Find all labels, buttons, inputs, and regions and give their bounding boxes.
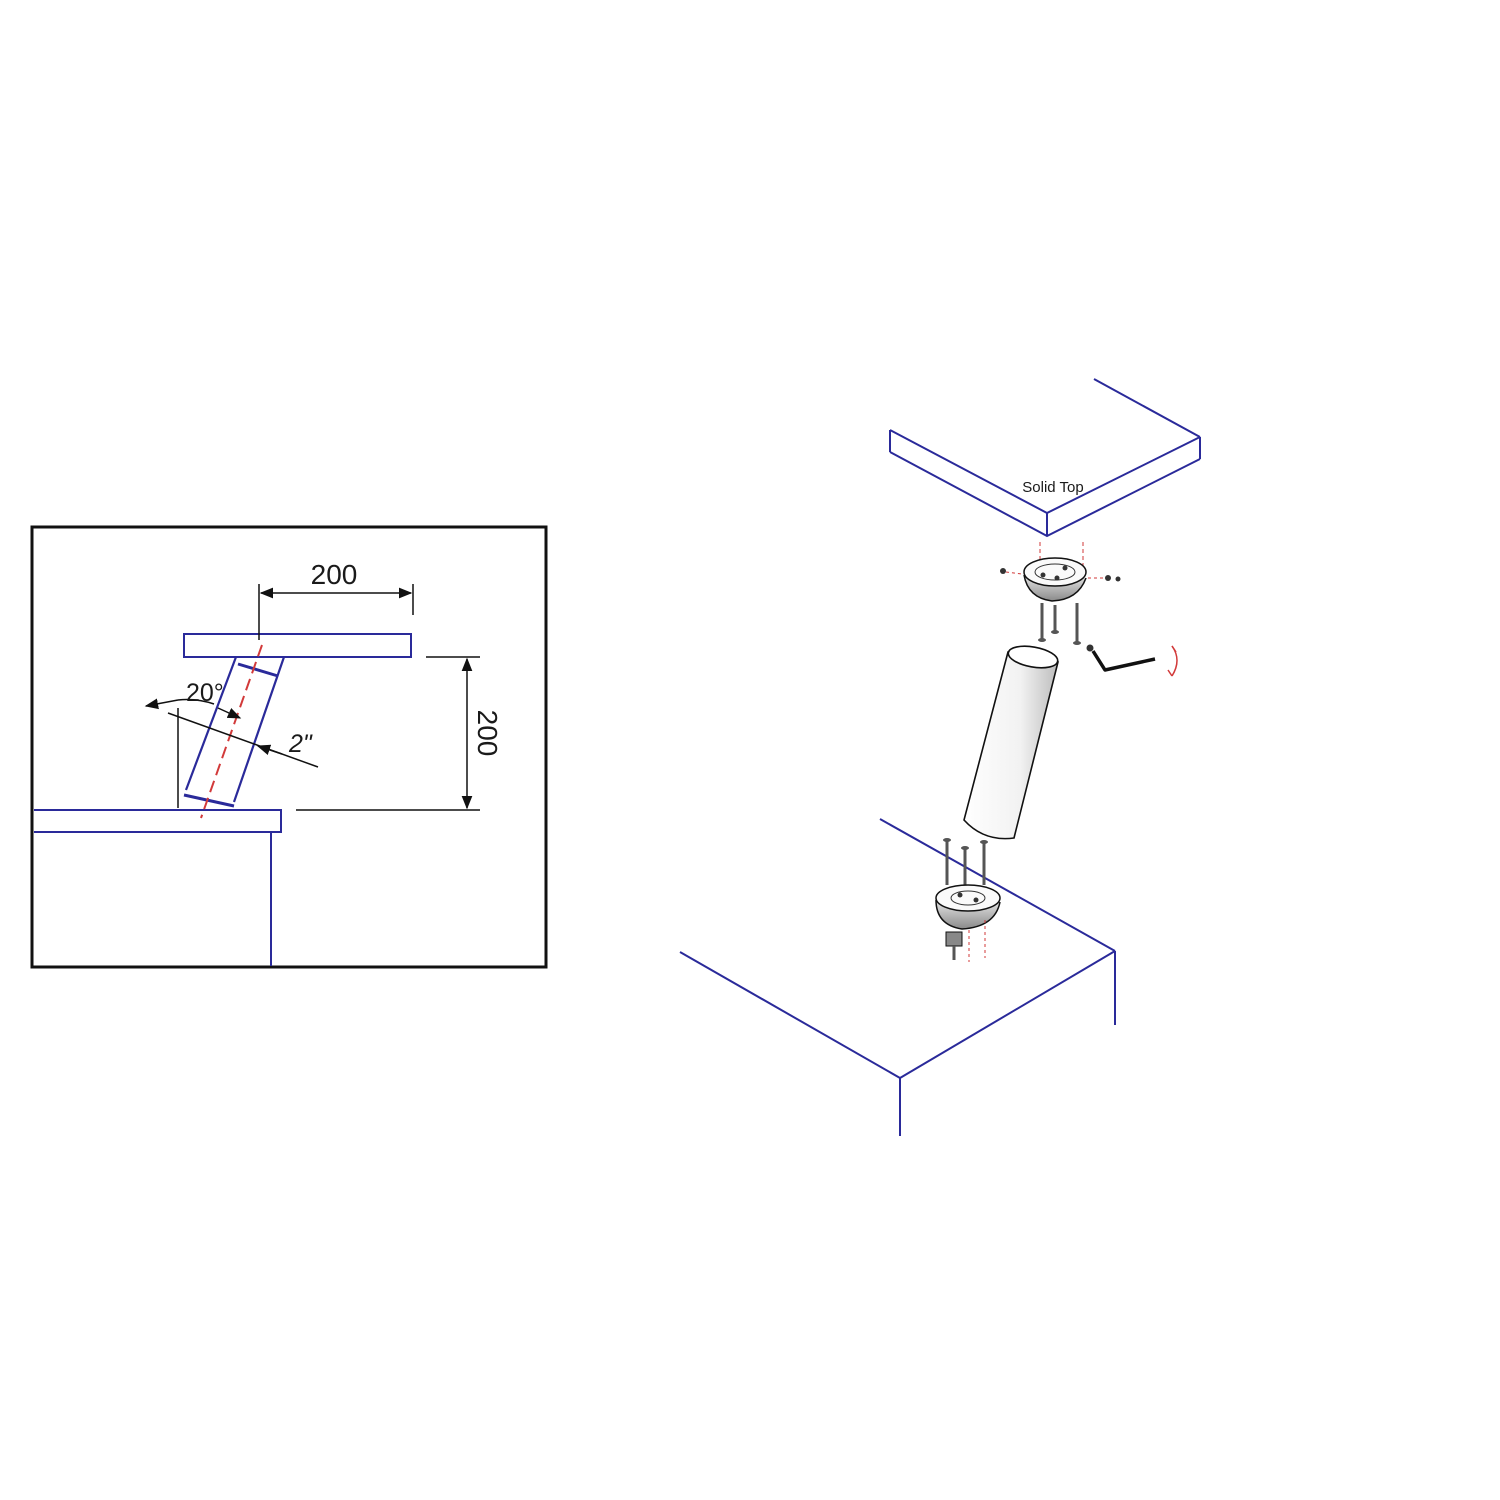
isometric-view — [680, 379, 1200, 1136]
diameter-label: 2" — [289, 730, 312, 758]
dim-horizontal-label: 200 — [310, 559, 358, 590]
lower-counter — [680, 819, 1115, 1136]
lower-flange — [936, 885, 1000, 962]
support-tube — [964, 643, 1059, 839]
upper-bolts — [1038, 603, 1081, 645]
side-view-panel — [32, 527, 546, 967]
solid-top-board — [890, 379, 1200, 536]
solid-top-label: Solid Top — [1022, 479, 1084, 496]
dim-vertical-label: 200 — [472, 709, 503, 757]
angle-label: 20° — [186, 679, 224, 707]
lower-fastener — [946, 932, 962, 960]
lower-bolts — [943, 838, 988, 890]
allen-key-icon — [1087, 645, 1178, 677]
upper-flange — [1024, 542, 1086, 601]
